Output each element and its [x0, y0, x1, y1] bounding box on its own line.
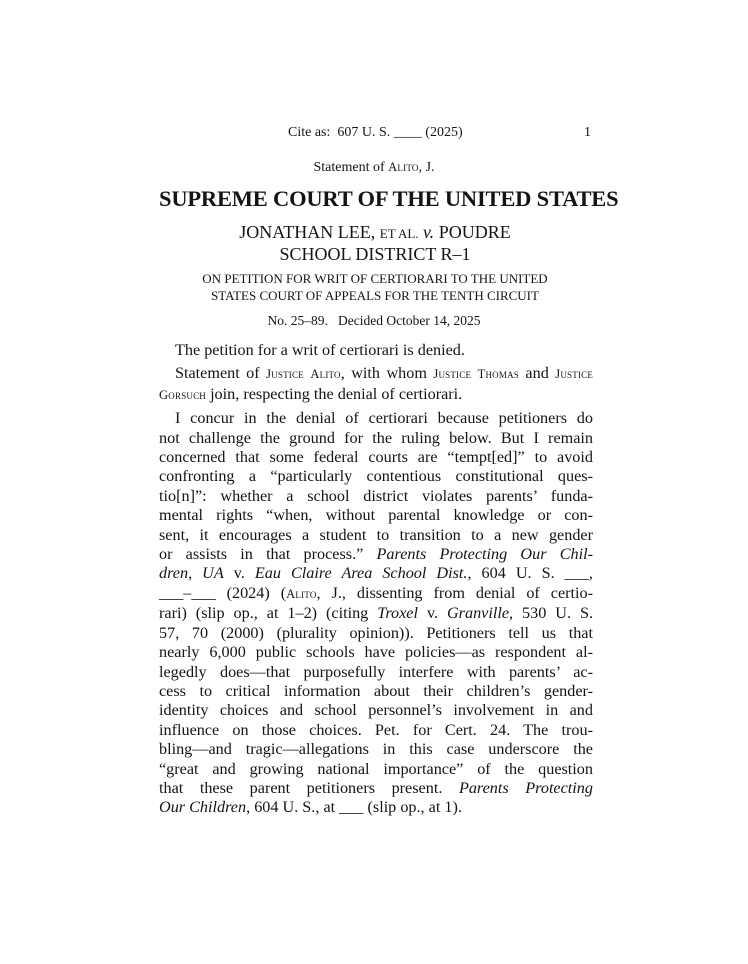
case-caption-line-2: SCHOOL DISTRICT R–1	[279, 244, 471, 264]
justice-name: Alito	[388, 160, 419, 174]
docket-line: No. 25–89. Decided October 14, 2025	[267, 313, 481, 328]
case-caption-line-1: JONATHAN LEE, ET AL. v. POUDRE	[239, 222, 511, 242]
opinion-body	[159, 341, 593, 818]
court-title: SUPREME COURT OF THE UNITED STATES	[159, 186, 619, 211]
citation: Cite as: 607 U. S. ____ (2025)	[288, 125, 463, 140]
statement-paragraph: Statement of Justice Alito, with whom Justice Thomas and Justice Gorsuch join, respecting the denial of certiorari.	[159, 364, 594, 403]
page-number: 1	[584, 125, 591, 140]
case-caption	[159, 222, 591, 264]
running-header	[0, 125, 748, 145]
opinion-paragraph: I concur in the denial of certiorari because petitioners do not challenge the ground for the ruling below. But I remain concerned that some federal courts are “tempt[ed]” to avoid confronting a “particularly contentious constitutional ques- tio[n]”: whether a school district violates parents’ funda- mental rights “when, without parental knowledge or con- sent, it encourages a student to transition to a new gender or assists in that process.” Parents Protecting Our Chil- dren, UA v. Eau Claire Area School Dist., 604 U. S. ___, ___–___ (2024) (Alito, J., dissenting from denial of certio- rari) (slip op., at 1–2) (citing Troxel v. Granville, 530 U. S. 57, 70 (2000) (plurality opinion)). Petitioners tell us that nearly 6,000 public schools have policies—as respondent al- legedly does—that purposefully interfere with parents’ ac- cess to critical information about their children’s gender- identity choices and school personnel’s involvement in and influence on those choices. Pet. for Cert. 24. The trou- bling—and tragic—allegations in this case underscore the “great and growing national importance” of the question that these parent petitioners present. Parents Protecting Our Children, 604 U. S., at ___ (slip op., at 1).	[159, 409, 594, 817]
denial-paragraph: The petition for a writ of certiorari is denied.	[175, 341, 465, 359]
statement-of-line: Statement of Alito, J.	[313, 160, 435, 175]
petition-description: ON PETITION FOR WRIT OF CERTIORARI TO THE UNITED STATES COURT OF APPEALS FOR THE TENTH CIRCUIT	[202, 271, 548, 303]
